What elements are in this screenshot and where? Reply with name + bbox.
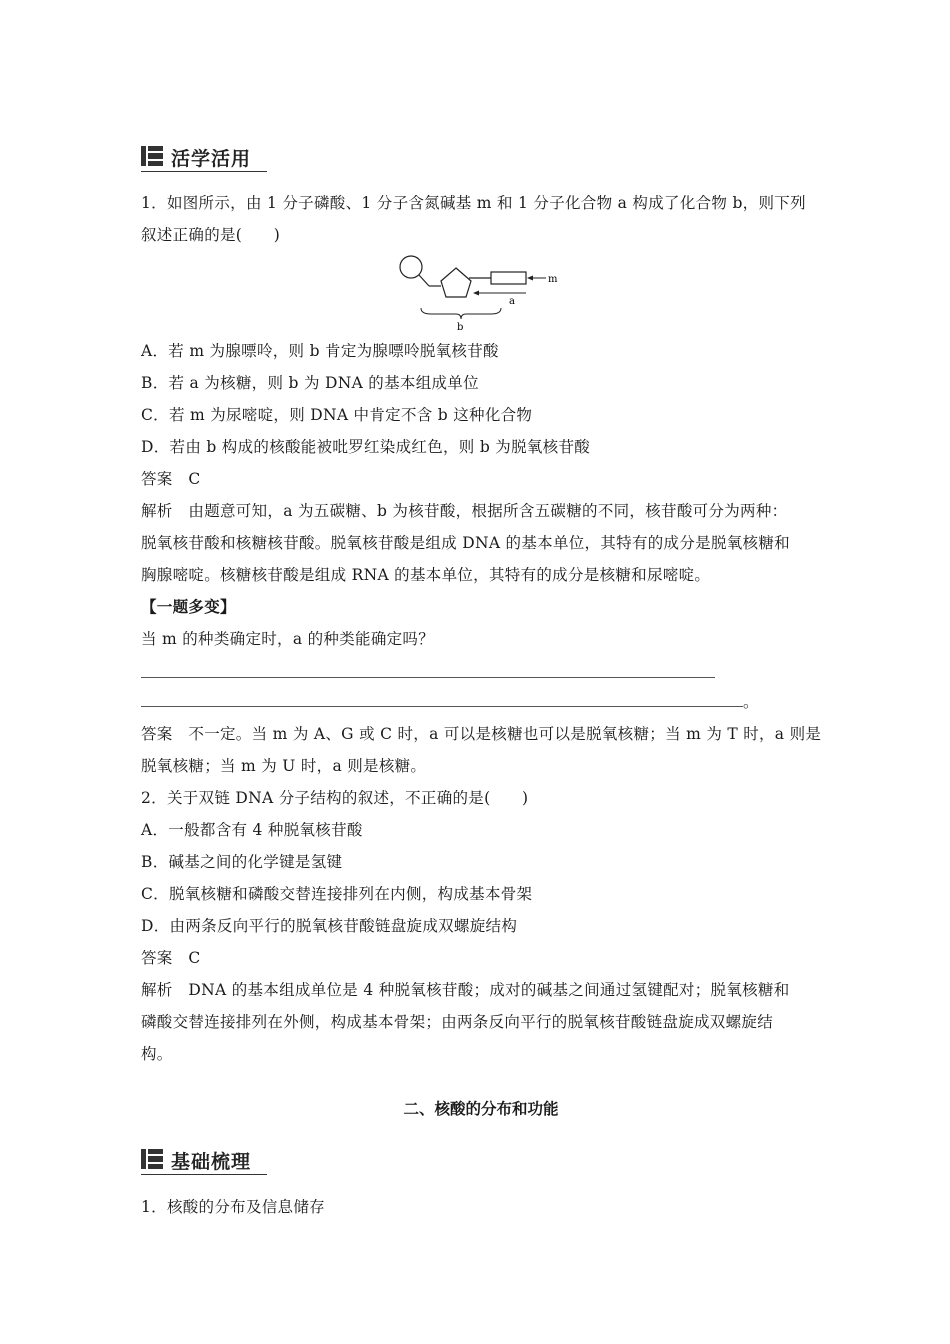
q1-analysis-line2: 脱氧核苷酸和核糖核苷酸。脱氧核苷酸是组成 DNA 的基本单位，其特有的成分是脱氧核糖和: [141, 534, 790, 552]
variant-answer-line1: 答案 不一定。当 m 为 A、G 或 C 时，a 可以是核糖也可以是脱氧核糖；当 m 为 T 时，a 则是: [141, 725, 822, 743]
q2-analysis-line2: 磷酸交替连接排列在外侧，构成基本骨架；由两条反向平行的脱氧核苷酸链盘旋成双螺旋结: [141, 1013, 774, 1031]
q2-analysis-line1: 解析 DNA 的基本组成单位是 4 种脱氧核苷酸；成对的碱基之间通过氢键配对；脱氧核糖和: [141, 981, 790, 999]
q1-analysis-line3: 胸腺嘧啶。核糖核苷酸是组成 RNA 的基本单位，其特有的成分是核糖和尿嘧啶。: [141, 566, 711, 584]
label-a: a: [509, 296, 515, 307]
q1-option-d: D．若由 b 构成的核酸能被吡罗红染成红色，则 b 为脱氧核苷酸: [141, 438, 591, 456]
q1-option-b: B．若 a 为核糖，则 b 为 DNA 的基本组成单位: [141, 374, 479, 392]
phosphate-circle: [400, 256, 422, 278]
part-title: 二、核酸的分布和功能: [403, 1100, 559, 1118]
q2-answer: 答案 C: [141, 949, 201, 967]
section-title: 活学活用: [171, 148, 252, 170]
base-rectangle: [491, 272, 526, 284]
section-header-basics: [141, 1146, 267, 1175]
nucleotide-diagram: [391, 250, 561, 335]
q1-option-c: C．若 m 为尿嘧啶，则 DNA 中肯定不含 b 这种化合物: [141, 406, 533, 424]
section-bars-icon: [141, 146, 163, 166]
section-bars-icon: [141, 1149, 163, 1169]
q1-option-a: A．若 m 为腺嘌呤，则 b 肯定为腺嘌呤脱氧核苷酸: [141, 342, 499, 360]
section-header-practice: [141, 143, 267, 172]
q2-option-a: A．一般都含有 4 种脱氧核苷酸: [141, 821, 363, 839]
sugar-pentagon: [441, 268, 471, 297]
blank-period: 。: [743, 693, 759, 711]
answer-blank-line1: [141, 677, 715, 678]
q1-answer: 答案 C: [141, 470, 201, 488]
answer-blank-line2: [141, 706, 743, 707]
q1-analysis-line1: 解析 由题意可知，a 为五碳糖、b 为核苷酸，根据所含五碳糖的不同，核苷酸可分为两种：: [141, 502, 788, 520]
q2-option-d: D．由两条反向平行的脱氧核苷酸链盘旋成双螺旋结构: [141, 917, 518, 935]
q2-analysis-line3: 构。: [141, 1045, 173, 1063]
variant-answer-line2: 脱氧核糖；当 m 为 U 时，a 则是核糖。: [141, 757, 427, 775]
variant-question: 当 m 的种类确定时，a 的种类能确定吗？: [141, 630, 435, 648]
q1-stem-line1: 1．如图所示，由 1 分子磷酸、1 分子含氮碱基 m 和 1 分子化合物 a 构成了化合物 b，则下列: [141, 194, 806, 212]
q1-stem-line2: 叙述正确的是( ): [141, 226, 281, 244]
brace-b: [421, 308, 501, 319]
q2-stem: 2．关于双链 DNA 分子结构的叙述，不正确的是( ): [141, 789, 529, 807]
q2-option-c: C．脱氧核糖和磷酸交替连接排列在内侧，构成基本骨架: [141, 885, 533, 903]
item-1: 1．核酸的分布及信息储存: [141, 1198, 325, 1216]
section-title: 基础梳理: [171, 1151, 252, 1173]
variant-heading: 【一题多变】: [141, 597, 236, 616]
label-b: b: [457, 322, 464, 333]
q2-option-b: B．碱基之间的化学键是氢键: [141, 853, 343, 871]
label-m: m: [548, 274, 558, 285]
